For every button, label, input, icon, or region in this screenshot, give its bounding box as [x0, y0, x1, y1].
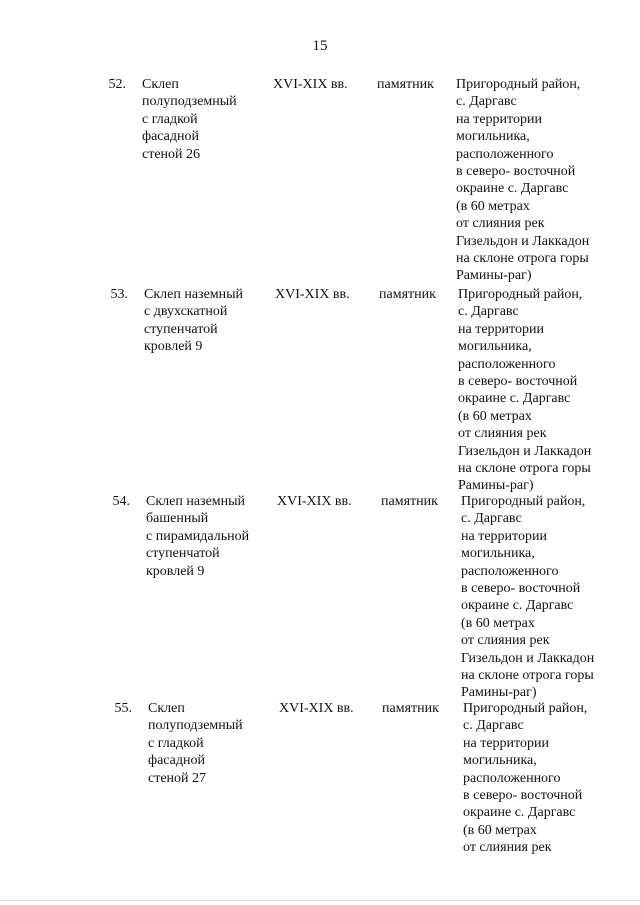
entry-location [458, 286, 628, 495]
entry-location-line: окраине с. Даргавс [458, 391, 571, 407]
entry-location-line: на территории [463, 735, 549, 751]
entry-name-line: с гладкой [142, 111, 198, 127]
entry-period: XVI-XIX вв. [277, 494, 352, 509]
entry-location-line: от слияния рек [461, 633, 550, 649]
entry-location-line: Гизельдон и Лаккадон [458, 443, 592, 459]
entry-location-line: Пригородный район, [456, 77, 581, 92]
entry-location-line: с. Даргавс [463, 718, 524, 734]
entry-name-line: с пирамидальной [146, 528, 250, 544]
entry-name-line: полуподземный [142, 94, 237, 110]
entry-location-line: окраине с. Даргавс [456, 181, 569, 197]
entry-name-line: кровлей 9 [144, 339, 203, 355]
entry-name-line: башенный [146, 511, 209, 527]
entry-location-line: (в 60 метрах [463, 822, 537, 838]
entry-location-line: в северо- восточной [463, 788, 583, 804]
entry-location-line: на территории [458, 321, 544, 337]
entry-name-line: фасадной [148, 753, 205, 769]
entry-name-line: фасадной [142, 129, 199, 145]
entry-name-line: кровлей 9 [146, 563, 205, 579]
entry-location-line: (в 60 метрах [456, 198, 530, 214]
entry-location-line: с. Даргавс [456, 94, 517, 110]
entry-location-line: на территории [456, 111, 542, 127]
entry-name-line: с двухскатной [144, 304, 228, 320]
entry-location [461, 493, 631, 702]
entry-name [148, 700, 273, 787]
entry-name-line: ступенчатой [144, 321, 218, 337]
entry-location-line: на склоне отрога горы [461, 668, 594, 684]
entry-name-line: Склеп [142, 77, 179, 92]
entry-name-line: стеной 27 [148, 770, 207, 786]
entry-location-line: в северо- восточной [456, 164, 576, 180]
entry-number: 55. [114, 701, 132, 716]
entry-location-line: на склоне отрога горы [458, 461, 591, 477]
entry-location-line: Пригородный район, [463, 701, 588, 716]
entry-location-line: Пригородный район, [461, 494, 586, 509]
entry-number: 53. [110, 287, 128, 302]
entry-period: XVI-XIX вв. [273, 77, 348, 92]
entry-location [456, 76, 626, 285]
entry-location-line: (в 60 метрах [458, 408, 532, 424]
entry-type: памятник [382, 701, 439, 716]
entry-location-line: окраине с. Даргавс [461, 598, 574, 614]
entry-name-line: полуподземный [148, 718, 243, 734]
entry-location-line: (в 60 метрах [461, 615, 535, 631]
entry-location-line: от слияния рек [458, 426, 547, 442]
entry-location-line: расположенного [463, 770, 561, 786]
entry-location-line: от слияния рек [456, 216, 545, 232]
entry-location-line: Пригородный район, [458, 287, 583, 302]
entry-location-line: на склоне отрога горы [456, 251, 589, 267]
entry-type: памятник [381, 494, 438, 509]
entry-name-line: стеной 26 [142, 146, 201, 162]
entry-location-line: могильника, [458, 339, 532, 355]
entry-type: памятник [377, 77, 434, 92]
entry-number: 54. [112, 494, 130, 509]
entry-location-line: от слияния рек [463, 840, 552, 856]
entry-location-line: Рамины-раг) [458, 478, 534, 494]
entry-location-line: Гизельдон и Лаккадон [461, 650, 595, 666]
entry-location-line: в северо- восточной [461, 581, 581, 597]
entry-location [463, 700, 633, 857]
entry-location-line: окраине с. Даргавс [463, 805, 576, 821]
page-number: 15 [312, 38, 328, 54]
scan-edge-line [0, 900, 640, 901]
entry-location-line: расположенного [458, 356, 556, 372]
entry-location-line: с. Даргавс [458, 304, 519, 320]
entry-name [146, 493, 271, 580]
entry-location-line: расположенного [456, 146, 554, 162]
entry-name [144, 286, 269, 356]
entry-period: XVI-XIX вв. [275, 287, 350, 302]
entry-location-line: на территории [461, 528, 547, 544]
entry-period: XVI-XIX вв. [279, 701, 354, 716]
entry-location-line: Гизельдон и Лаккадон [456, 233, 590, 249]
entry-name [142, 76, 267, 163]
entry-location-line: Рамины-раг) [461, 685, 537, 701]
entry-name-line: Склеп наземный [146, 494, 246, 509]
entry-name-line: ступенчатой [146, 546, 220, 562]
entry-location-line: расположенного [461, 563, 559, 579]
entry-location-line: в северо- восточной [458, 374, 578, 390]
entry-type: памятник [379, 287, 436, 302]
entry-location-line: могильника, [456, 129, 530, 145]
entry-name-line: с гладкой [148, 735, 204, 751]
entry-name-line: Склеп [148, 701, 185, 716]
entry-name-line: Склеп наземный [144, 287, 244, 302]
entry-location-line: могильника, [461, 546, 535, 562]
entry-number: 52. [108, 77, 126, 92]
entry-location-line: с. Даргавс [461, 511, 522, 527]
entry-location-line: Рамины-раг) [456, 268, 532, 284]
entry-location-line: могильника, [463, 753, 537, 769]
